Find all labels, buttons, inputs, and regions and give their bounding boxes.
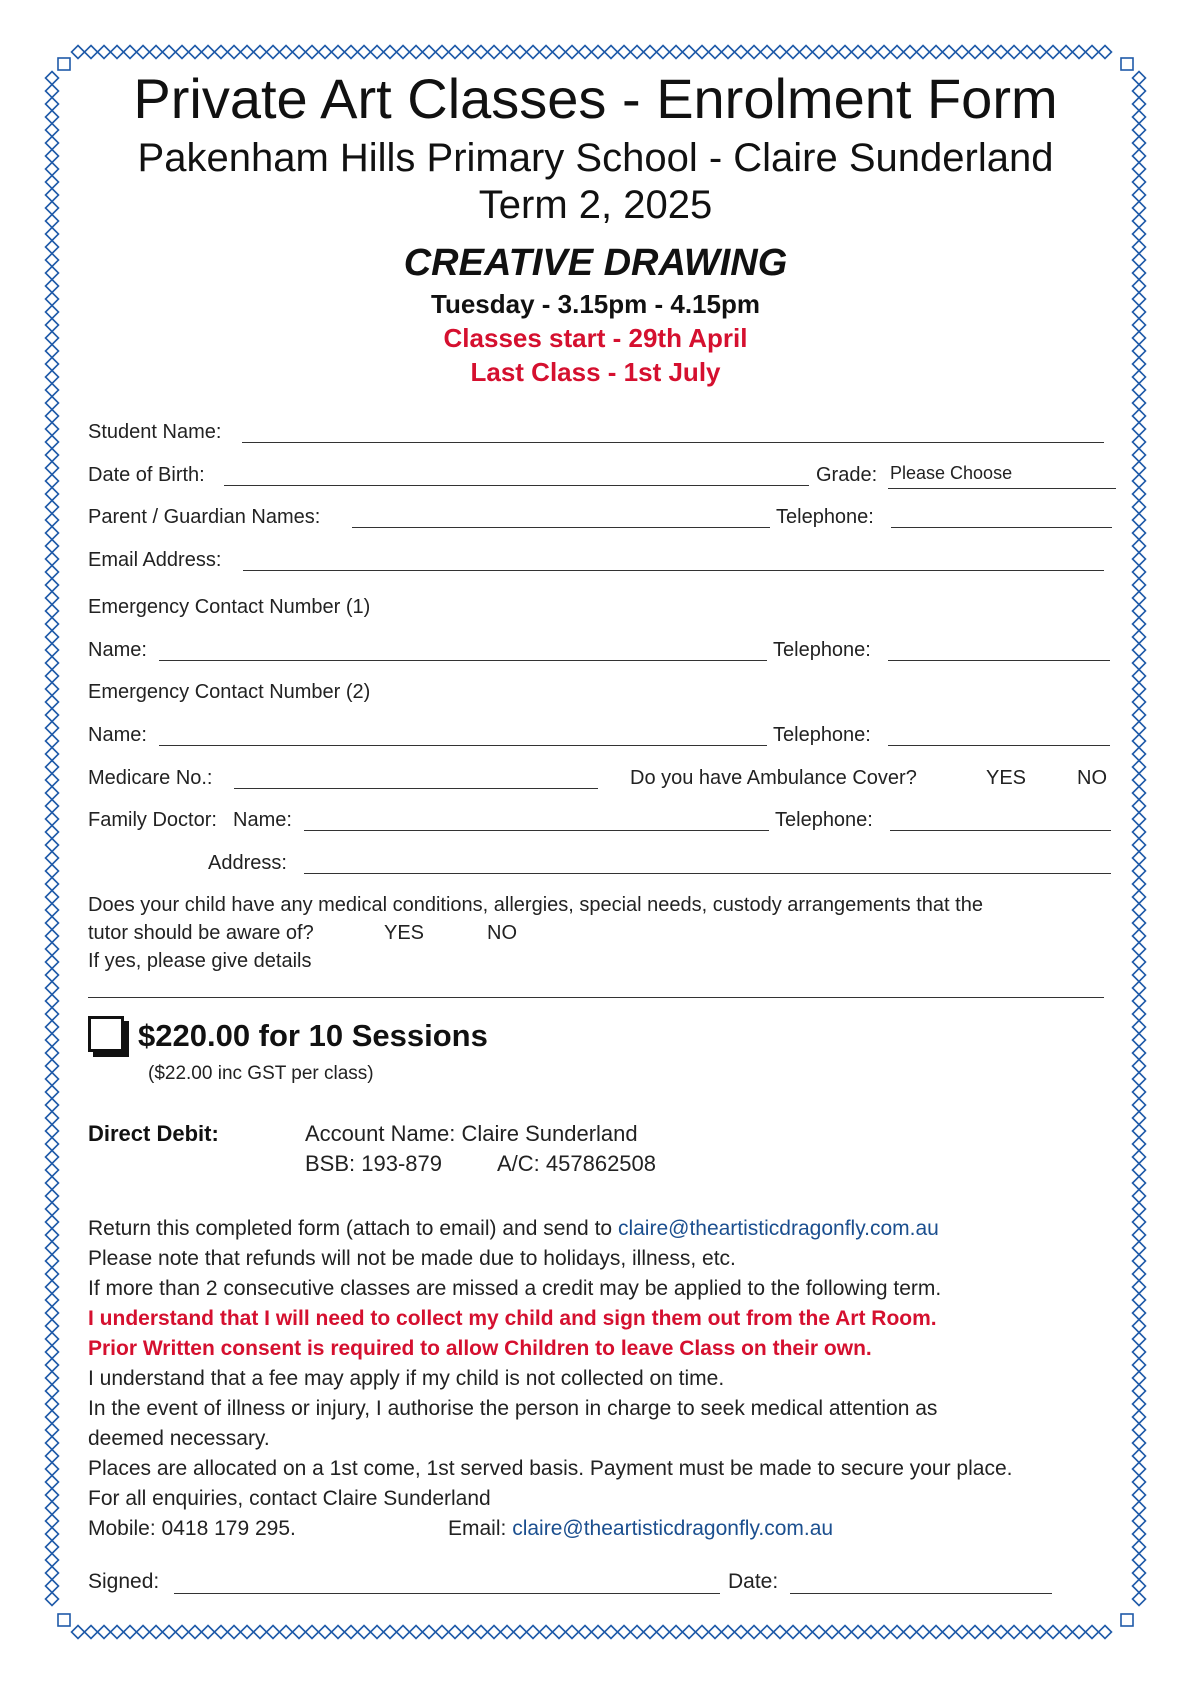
parent-names-label: Parent / Guardian Names: xyxy=(88,506,321,528)
last-class-date: Last Class - 1st July xyxy=(470,357,721,387)
medicare-field[interactable] xyxy=(234,788,598,789)
date-field[interactable] xyxy=(790,1593,1052,1594)
doctor-address-label: Address: xyxy=(208,852,287,874)
bsb-number: BSB: 193-879 xyxy=(305,1151,442,1176)
grade-label: Grade: xyxy=(816,464,878,486)
emergency-2-name-field[interactable] xyxy=(159,745,767,746)
emergency-1-telephone-field[interactable] xyxy=(888,660,1110,661)
late-fee-note: I understand that a fee may apply if my child is not collected on time. xyxy=(88,1367,725,1390)
email-field[interactable] xyxy=(243,570,1104,571)
family-doctor-label: Family Doctor: xyxy=(88,809,217,831)
credit-note: If more than 2 consecutive classes are missed a credit may be applied to the following term. xyxy=(88,1277,942,1300)
signature-field[interactable] xyxy=(174,1593,720,1594)
parent-telephone-label: Telephone: xyxy=(776,506,874,528)
emergency-1-name-label: Name: xyxy=(88,639,147,661)
emergency-contact-2-heading: Emergency Contact Number (2) xyxy=(88,681,371,703)
mobile-number: Mobile: 0418 179 295. xyxy=(88,1517,296,1540)
footer-email xyxy=(448,1514,833,1544)
course-name: CREATIVE DRAWING xyxy=(403,242,788,284)
illness-note-line2: deemed necessary. xyxy=(88,1427,270,1450)
term-heading: Term 2, 2025 xyxy=(478,183,713,227)
collect-notice: I understand that I will need to collect my child and sign them out from the Art Room. xyxy=(88,1307,937,1330)
doctor-name-field[interactable] xyxy=(304,830,769,831)
page-title: Private Art Classes - Enrolment Form xyxy=(133,67,1058,130)
places-notice: Places are allocated on a 1st come, 1st served basis. Payment must be made to secure your place. xyxy=(88,1457,1013,1480)
footer-email-label: Email: xyxy=(448,1517,507,1540)
grade-dropdown[interactable]: Please Choose xyxy=(888,462,1116,489)
footer-email-link[interactable]: claire@theartisticdragonfly.com.au xyxy=(512,1517,834,1540)
student-name-field[interactable] xyxy=(242,442,1104,443)
sessions-checkbox[interactable] xyxy=(88,1016,124,1052)
medical-no-option[interactable]: NO xyxy=(487,922,517,944)
contact-email-link[interactable]: claire@theartisticdragonfly.com.au xyxy=(617,1217,939,1240)
medical-yes-option[interactable]: YES xyxy=(384,922,425,944)
class-schedule: Tuesday - 3.15pm - 4.15pm xyxy=(431,289,760,319)
school-subtitle: Pakenham Hills Primary School - Claire Sunderland xyxy=(137,136,1054,180)
doctor-telephone-label: Telephone: xyxy=(775,809,873,831)
price-label: $220.00 for 10 Sessions xyxy=(138,1018,488,1053)
return-text: Return this completed form (attach to email) and send to xyxy=(88,1217,613,1240)
emergency-1-telephone-label: Telephone: xyxy=(773,639,871,661)
doctor-name-label: Name: xyxy=(233,809,292,831)
classes-start-date: Classes start - 29th April xyxy=(443,323,748,353)
signed-label: Signed: xyxy=(88,1570,160,1593)
ambulance-no-option[interactable]: NO xyxy=(1077,767,1107,789)
medical-question-line1: Does your child have any medical conditions, allergies, special needs, custody arrangements that the xyxy=(88,894,983,916)
dob-label: Date of Birth: xyxy=(88,464,205,486)
illness-note-line1: In the event of illness or injury, I authorise the person in charge to seek medical attention as xyxy=(88,1397,938,1420)
date-label: Date: xyxy=(728,1570,779,1593)
ambulance-question: Do you have Ambulance Cover? xyxy=(630,767,917,789)
ambulance-yes-option[interactable]: YES xyxy=(986,767,1027,789)
medical-details-prompt: If yes, please give details xyxy=(88,950,312,972)
emergency-2-name-label: Name: xyxy=(88,724,147,746)
email-label: Email Address: xyxy=(88,549,222,571)
consent-notice: Prior Written consent is required to allow Children to leave Class on their own. xyxy=(88,1337,872,1360)
medical-details-field[interactable] xyxy=(88,997,1104,998)
emergency-2-telephone-field[interactable] xyxy=(888,745,1110,746)
doctor-address-field[interactable] xyxy=(304,873,1111,874)
parent-telephone-field[interactable] xyxy=(891,527,1112,528)
student-name-label: Student Name: xyxy=(88,421,222,443)
account-number: A/C: 457862508 xyxy=(497,1151,657,1176)
refunds-note: Please note that refunds will not be made due to holidays, illness, etc. xyxy=(88,1247,736,1270)
emergency-contact-1-heading: Emergency Contact Number (1) xyxy=(88,596,371,618)
parent-names-field[interactable] xyxy=(352,527,770,528)
enquiries-note: For all enquiries, contact Claire Sunderland xyxy=(88,1487,491,1510)
account-name: Account Name: Claire Sunderland xyxy=(305,1121,638,1146)
emergency-1-name-field[interactable] xyxy=(159,660,767,661)
medical-question-line2: tutor should be aware of? xyxy=(88,922,314,944)
gst-note: ($22.00 inc GST per class) xyxy=(148,1063,374,1084)
return-instructions xyxy=(88,1214,939,1244)
emergency-2-telephone-label: Telephone: xyxy=(773,724,871,746)
doctor-telephone-field[interactable] xyxy=(890,830,1111,831)
medicare-label: Medicare No.: xyxy=(88,767,213,789)
dob-field[interactable] xyxy=(224,485,809,486)
direct-debit-label: Direct Debit: xyxy=(88,1121,219,1146)
